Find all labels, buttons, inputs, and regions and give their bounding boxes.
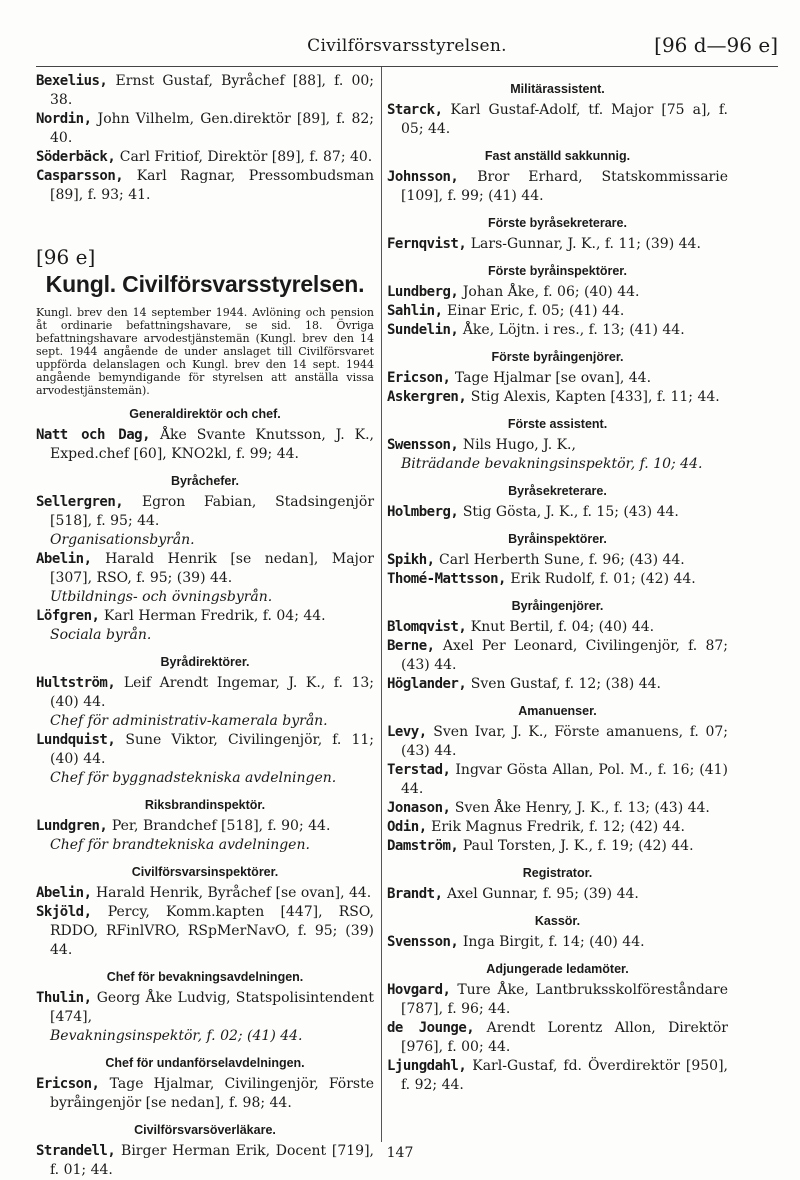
entry-details: Per, Brandchef [518], f. 90; 44. bbox=[111, 818, 331, 834]
entry-details: Karl Gustaf-Adolf, tf. Major [75 a], f. 05; 44. bbox=[401, 102, 728, 137]
entry bbox=[36, 903, 374, 960]
entry-name: Starck, bbox=[387, 102, 443, 118]
entry bbox=[387, 235, 728, 254]
entry-name: Thulin, bbox=[36, 990, 92, 1006]
right-column bbox=[387, 72, 728, 1095]
group-heading: Generaldirektör och chef. bbox=[129, 407, 281, 421]
entry bbox=[387, 761, 728, 799]
entry-details: Åke Svante Knutsson, J. K., Exped.chef [60], KNO2kl, f. 99; 44. bbox=[50, 427, 374, 462]
entry-details: Karl Ragnar, Pressombudsman [89], f. 93; 41. bbox=[50, 168, 375, 203]
entry bbox=[36, 167, 374, 205]
entry-details: Erik Rudolf, f. 01; (42) 44. bbox=[510, 571, 696, 587]
entry bbox=[387, 503, 728, 522]
entry-name: Fernqvist, bbox=[387, 236, 467, 252]
group-heading: Chef för undanförselavdelningen. bbox=[105, 1056, 305, 1070]
group-heading: Registrator. bbox=[522, 866, 593, 880]
entry bbox=[387, 837, 728, 856]
group-heading: Byråchefer. bbox=[170, 474, 240, 488]
entry-name: Lundquist, bbox=[36, 732, 116, 748]
entry-name: Sundelin, bbox=[387, 322, 459, 338]
entry-details: Bror Erhard, Statskommissarie [109], f. 99; (41) 44. bbox=[401, 169, 728, 204]
entry-details: Leif Arendt Ingemar, J. K., f. 13; (40) 44. bbox=[50, 675, 375, 710]
column-divider bbox=[381, 67, 382, 1142]
group-heading: Civilförsvarsinspektörer. bbox=[131, 865, 279, 879]
entry bbox=[36, 674, 374, 731]
entry bbox=[387, 1019, 728, 1057]
entry bbox=[387, 570, 728, 589]
entry-name: Damström, bbox=[387, 838, 459, 854]
previous-section-entries bbox=[36, 72, 374, 205]
entry bbox=[387, 933, 728, 952]
entry bbox=[387, 675, 728, 694]
entry-details: Harald Henrik, Byråchef [se ovan], 44. bbox=[95, 885, 372, 901]
entry-department: Chef för byggnadstekniska avdelningen. bbox=[50, 770, 337, 786]
group-heading: Kassör. bbox=[534, 914, 581, 928]
entry bbox=[387, 436, 728, 474]
group-heading: Chef för bevakningsavdelningen. bbox=[106, 970, 304, 984]
entry-name: Odin, bbox=[387, 819, 427, 835]
entry-details: Erik Magnus Fredrik, f. 12; (42) 44. bbox=[431, 819, 685, 835]
entry-name: Levy, bbox=[387, 724, 427, 740]
entry-name: Blomqvist, bbox=[387, 619, 467, 635]
entry-name: Bexelius, bbox=[36, 73, 108, 89]
entry-details: Ernst Gustaf, Byråchef [88], f. 00; 38. bbox=[50, 73, 374, 108]
group-heading: Adjungerade ledamöter. bbox=[486, 962, 629, 976]
entry-details: Sven Ivar, J. K., Förste amanuens, f. 07; (43) 44. bbox=[401, 724, 729, 759]
entry bbox=[387, 885, 728, 904]
entry-name: Strandell, bbox=[36, 1143, 116, 1159]
entry bbox=[387, 981, 728, 1019]
entry-name: Abelin, bbox=[36, 551, 92, 567]
entry-name: Abelin, bbox=[36, 885, 92, 901]
entry bbox=[387, 723, 728, 761]
entry-details: Karl Herman Fredrik, f. 04; 44. bbox=[103, 608, 326, 624]
entry bbox=[36, 550, 374, 607]
group-heading: Byråinspektörer. bbox=[508, 532, 607, 546]
entry bbox=[36, 110, 374, 148]
entry-department: Bevakningsinspektör, f. 02; (41) 44. bbox=[50, 1028, 303, 1044]
entry bbox=[36, 1075, 374, 1113]
entry-details: Harald Henrik [se nedan], Major [307], RSO, f. 95; (39) 44. bbox=[50, 551, 375, 586]
entry bbox=[387, 321, 728, 340]
entry-details: Sune Viktor, Civilingenjör, f. 11; (40) 44. bbox=[50, 732, 374, 767]
entry-department: Chef för administrativ-kamerala byrån. bbox=[50, 713, 328, 729]
entry bbox=[387, 1057, 728, 1095]
group-heading: Byråsekreterare. bbox=[508, 484, 607, 498]
entry bbox=[36, 731, 374, 788]
entry-details: Tage Hjalmar, Civilingenjör, Förste byråingenjör [se nedan], f. 98; 44. bbox=[50, 1076, 375, 1111]
entry-details: Axel Gunnar, f. 95; (39) 44. bbox=[446, 886, 639, 902]
entry-name: Skjöld, bbox=[36, 904, 92, 920]
group-heading: Byråingenjörer. bbox=[511, 599, 604, 613]
entry bbox=[387, 168, 728, 206]
entry-details: Axel Per Leonard, Civilingenjör, f. 87; (43) 44. bbox=[401, 638, 728, 673]
entry-details: Karl-Gustaf, fd. Överdirektör [950], f. 92; 44. bbox=[401, 1058, 728, 1093]
entry-details: Carl Herberth Sune, f. 96; (43) 44. bbox=[439, 552, 685, 568]
entry-name: Spikh, bbox=[387, 552, 435, 568]
entry-details: Åke, Löjtn. i res., f. 13; (41) 44. bbox=[462, 322, 685, 338]
entry bbox=[36, 72, 374, 110]
entry-name: Hultström, bbox=[36, 675, 116, 691]
entry-details: Carl Fritiof, Direktör [89], f. 87; 40. bbox=[119, 149, 373, 165]
group-heading: Amanuenser. bbox=[518, 704, 597, 718]
running-title: Civilförsvarsstyrelsen. bbox=[307, 36, 507, 56]
entry-details: Paul Torsten, J. K., f. 19; (42) 44. bbox=[462, 838, 694, 854]
entry-name: Swensson, bbox=[387, 437, 459, 453]
entry-details: Inga Birgit, f. 14; (40) 44. bbox=[462, 934, 645, 950]
entry-details: Percy, Komm.kapten [447], RSO, RDDO, RFinlVRO, RSpMerNavO, f. 95; (39) 44. bbox=[50, 904, 374, 958]
entry bbox=[36, 884, 374, 903]
entry bbox=[387, 283, 728, 302]
entry-name: Ljungdahl, bbox=[387, 1058, 467, 1074]
entry-name: Thomé-Mattsson, bbox=[387, 571, 506, 587]
entry-name: Askergren, bbox=[387, 389, 467, 405]
entry bbox=[36, 817, 374, 855]
group-heading: Byrådirektörer. bbox=[160, 655, 250, 669]
entry-department: Chef för brandtekniska avdelningen. bbox=[50, 837, 310, 853]
entry-name: Nordin, bbox=[36, 111, 92, 127]
right-groups bbox=[387, 82, 728, 1095]
entry-name: Löfgren, bbox=[36, 608, 100, 624]
entry-name: Lundgren, bbox=[36, 818, 108, 834]
entry-details: Arendt Lorentz Allon, Direktör [976], f. 00; 44. bbox=[401, 1020, 728, 1055]
entry-name: Hovgard, bbox=[387, 982, 451, 998]
entry-details: Egron Fabian, Stadsingenjör [518], f. 95; 44. bbox=[50, 494, 375, 529]
entry-name: Berne, bbox=[387, 638, 435, 654]
entry bbox=[36, 989, 374, 1046]
entry bbox=[36, 607, 374, 645]
entry-details: Sven Åke Henry, J. K., f. 13; (43) 44. bbox=[454, 800, 710, 816]
page-header bbox=[36, 32, 778, 66]
entry-name: Svensson, bbox=[387, 934, 459, 950]
entry-details: Tage Hjalmar [se ovan], 44. bbox=[454, 370, 652, 386]
entry-name: Lundberg, bbox=[387, 284, 459, 300]
entry-name: Ericson, bbox=[36, 1076, 100, 1092]
left-groups bbox=[36, 407, 374, 1180]
entry-details: Sven Gustaf, f. 12; (38) 44. bbox=[470, 676, 661, 692]
group-heading: Förste byråsekreterare. bbox=[488, 216, 627, 230]
entry bbox=[387, 799, 728, 818]
group-heading: Riksbrandinspektör. bbox=[144, 798, 266, 812]
entry-details: Einar Eric, f. 05; (41) 44. bbox=[446, 303, 625, 319]
entry-name: Casparsson, bbox=[36, 168, 124, 184]
section-ref: [96 e] bbox=[36, 245, 96, 269]
entry-name: Sahlin, bbox=[387, 303, 443, 319]
entry bbox=[36, 148, 374, 167]
entry-details: Ingvar Gösta Allan, Pol. M., f. 16; (41) 44. bbox=[401, 762, 728, 797]
entry-name: Brandt, bbox=[387, 886, 443, 902]
entry-name: Höglander, bbox=[387, 676, 467, 692]
entry bbox=[387, 369, 728, 388]
entry bbox=[387, 101, 728, 139]
entry bbox=[387, 818, 728, 837]
entry-name: Natt och Dag, bbox=[36, 427, 151, 443]
entry-name: Ericson, bbox=[387, 370, 451, 386]
group-heading: Förste byråinspektörer. bbox=[488, 264, 627, 278]
entry-department: Biträdande bevakningsinspektör, f. 10; 44. bbox=[401, 456, 703, 472]
entry bbox=[36, 493, 374, 550]
entry-details: Ture Åke, Lantbruksskolföreståndare [787], f. 96; 44. bbox=[401, 982, 729, 1017]
entry-details: John Vilhelm, Gen.direktör [89], f. 82; 40. bbox=[50, 111, 374, 146]
entry bbox=[387, 551, 728, 570]
group-heading: Fast anställd sakkunnig. bbox=[484, 149, 631, 163]
entry bbox=[387, 618, 728, 637]
section-title: Kungl. Civilförsvarsstyrelsen. bbox=[45, 271, 365, 297]
entry-name: Johnsson, bbox=[387, 169, 459, 185]
entry-name: Sellergren, bbox=[36, 494, 124, 510]
entry-name: Jonason, bbox=[387, 800, 451, 816]
entry-name: Terstad, bbox=[387, 762, 451, 778]
entry-name: de Jounge, bbox=[387, 1020, 475, 1036]
group-heading: Förste byråingenjörer. bbox=[491, 350, 624, 364]
left-column bbox=[36, 72, 374, 1180]
group-heading: Förste assistent. bbox=[507, 417, 608, 431]
entry-details: Stig Gösta, J. K., f. 15; (43) 44. bbox=[462, 504, 679, 520]
entry-details: Johan Åke, f. 06; (40) 44. bbox=[462, 284, 640, 300]
entry-department: Utbildnings- och övningsbyrån. bbox=[50, 589, 273, 605]
entry-name: Söderbäck, bbox=[36, 149, 116, 165]
entry-department: Sociala byrån. bbox=[50, 627, 152, 643]
entry-details: Stig Alexis, Kapten [433], f. 11; 44. bbox=[470, 389, 720, 405]
entry-name: Holmberg, bbox=[387, 504, 459, 520]
group-heading: Civilförsvarsöverläkare. bbox=[134, 1123, 276, 1137]
entry-details: Birger Herman Erik, Docent [719], f. 01; 44. bbox=[50, 1143, 374, 1178]
section-reference: [96 d—96 e] bbox=[654, 33, 778, 57]
header-rule bbox=[36, 66, 778, 67]
entry-details: Lars-Gunnar, J. K., f. 11; (39) 44. bbox=[470, 236, 701, 252]
entry bbox=[387, 388, 728, 407]
entry-details: Nils Hugo, J. K., bbox=[462, 437, 576, 453]
entry bbox=[387, 637, 728, 675]
entry-details: Georg Åke Ludvig, Statspolisintendent [474], bbox=[50, 990, 375, 1025]
entry bbox=[387, 302, 728, 321]
page-number: 147 bbox=[386, 1145, 414, 1161]
group-heading: Militärassistent. bbox=[510, 82, 605, 96]
entry-department: Organisationsbyrån. bbox=[50, 532, 195, 548]
entry-details: Knut Bertil, f. 04; (40) 44. bbox=[470, 619, 655, 635]
entry bbox=[36, 426, 374, 464]
legal-note: Kungl. brev den 14 september 1944. Avlöning och pension åt ordinarie befattningshavare, se sid. 18. Övriga befattningshavare arvodestjänstemän (Kungl. brev den 14 sept. 1944 angående de under anslaget till Civilförsvaret uppförda delanslagen och Kungl. brev den 14 sept. 1944 angående bemyndigande för styrelsen att anställa vissa arvodestjänstemän). bbox=[36, 306, 374, 397]
